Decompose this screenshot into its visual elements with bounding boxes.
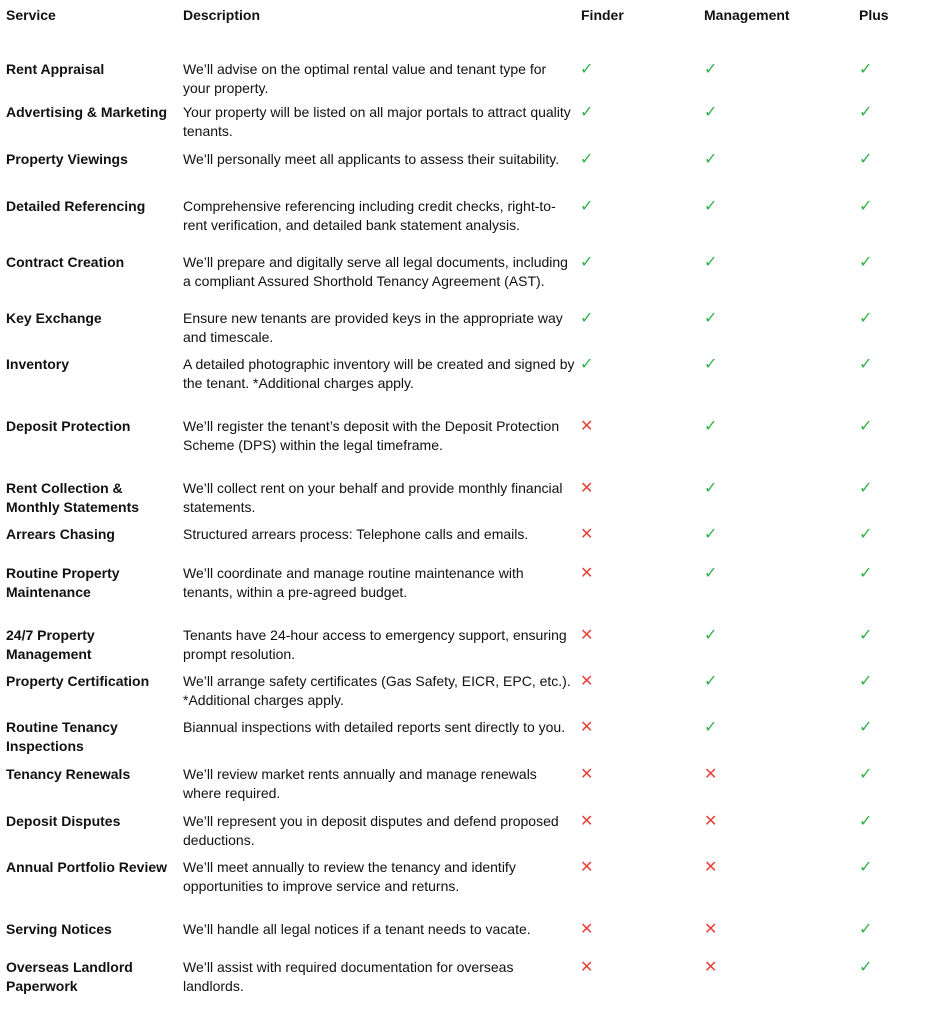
check-icon: ✓	[704, 526, 718, 543]
header-description: Description	[183, 7, 261, 23]
service-name: Property Viewings	[6, 151, 128, 167]
check-icon: ✓	[859, 859, 873, 876]
service-name: Property Certification	[6, 673, 150, 689]
check-icon: ✓	[704, 151, 718, 168]
service-description: We’ll collect rent on your behalf and provide monthly financial statements.	[183, 480, 563, 515]
service-description: We’ll represent you in deposit disputes and defend proposed deductions.	[183, 813, 559, 848]
service-description: We’ll assist with required documentation for overseas landlords.	[183, 959, 514, 994]
check-icon: ✓	[859, 565, 873, 582]
check-icon: ✓	[859, 526, 873, 543]
check-icon: ✓	[580, 104, 594, 121]
check-icon: ✓	[704, 61, 718, 78]
check-icon: ✓	[580, 198, 594, 215]
cross-icon: ✕	[704, 859, 718, 876]
service-name: Routine Property Maintenance	[6, 565, 120, 600]
header-plus: Plus	[859, 7, 889, 23]
check-icon: ✓	[859, 959, 873, 976]
service-description: Tenants have 24-hour access to emergency support, ensuring prompt resolution.	[183, 627, 567, 662]
header-finder: Finder	[581, 7, 624, 23]
check-icon: ✓	[580, 254, 594, 271]
check-icon: ✓	[859, 673, 873, 690]
service-description: We’ll handle all legal notices if a tenant needs to vacate.	[183, 921, 531, 937]
service-description: We’ll advise on the optimal rental value and tenant type for your property.	[183, 61, 547, 96]
check-icon: ✓	[704, 565, 718, 582]
service-name: Arrears Chasing	[6, 526, 115, 542]
check-icon: ✓	[859, 254, 873, 271]
check-icon: ✓	[859, 151, 873, 168]
check-icon: ✓	[580, 61, 594, 78]
service-name: Annual Portfolio Review	[6, 859, 168, 875]
service-description: Biannual inspections with detailed reports sent directly to you.	[183, 719, 566, 735]
cross-icon: ✕	[704, 813, 718, 830]
check-icon: ✓	[859, 480, 873, 497]
service-name: Serving Notices	[6, 921, 112, 937]
service-name: Inventory	[6, 356, 70, 372]
service-description: Structured arrears process: Telephone calls and emails.	[183, 526, 529, 542]
service-description: We’ll prepare and digitally serve all legal documents, including a compliant Assured Shorthold Tenancy Agreement (AST).	[183, 254, 568, 289]
check-icon: ✓	[704, 673, 718, 690]
service-name: Advertising & Marketing	[6, 104, 168, 120]
cross-icon: ✕	[580, 859, 594, 876]
check-icon: ✓	[859, 61, 873, 78]
service-name: 24/7 Property Management	[6, 627, 95, 662]
service-name: Routine Tenancy Inspections	[6, 719, 118, 754]
check-icon: ✓	[859, 627, 873, 644]
cross-icon: ✕	[580, 480, 594, 497]
service-name: Key Exchange	[6, 310, 102, 326]
service-description: We’ll personally meet all applicants to assess their suitability.	[183, 151, 560, 167]
service-description: We’ll arrange safety certificates (Gas Safety, EICR, EPC, etc.). *Additional charges apply.	[183, 673, 571, 708]
service-description: Ensure new tenants are provided keys in the appropriate way and timescale.	[183, 310, 563, 345]
check-icon: ✓	[704, 418, 718, 435]
check-icon: ✓	[704, 480, 718, 497]
check-icon: ✓	[704, 719, 718, 736]
cross-icon: ✕	[580, 921, 594, 938]
check-icon: ✓	[859, 198, 873, 215]
check-icon: ✓	[580, 356, 594, 373]
check-icon: ✓	[859, 719, 873, 736]
cross-icon: ✕	[580, 813, 594, 830]
check-icon: ✓	[704, 356, 718, 373]
service-name: Rent Collection & Monthly Statements	[6, 480, 140, 515]
check-icon: ✓	[580, 310, 594, 327]
check-icon: ✓	[859, 766, 873, 783]
check-icon: ✓	[580, 151, 594, 168]
service-description: We’ll meet annually to review the tenancy and identify opportunities to improve service and returns.	[183, 859, 516, 894]
check-icon: ✓	[859, 356, 873, 373]
cross-icon: ✕	[580, 418, 594, 435]
check-icon: ✓	[859, 104, 873, 121]
service-description: We’ll register the tenant’s deposit with the Deposit Protection Scheme (DPS) within the legal timeframe.	[183, 418, 560, 453]
check-icon: ✓	[859, 418, 873, 435]
header-service: Service	[6, 7, 56, 23]
service-name: Deposit Disputes	[6, 813, 121, 829]
service-name: Tenancy Renewals	[6, 766, 131, 782]
service-description: We’ll review market rents annually and manage renewals where required.	[183, 766, 537, 801]
check-icon: ✓	[859, 310, 873, 327]
cross-icon: ✕	[580, 673, 594, 690]
cross-icon: ✕	[704, 921, 718, 938]
service-description: Comprehensive referencing including credit checks, right-to-rent verification, and detailed bank statement analysis.	[183, 198, 556, 233]
check-icon: ✓	[704, 627, 718, 644]
check-icon: ✓	[704, 310, 718, 327]
service-name: Detailed Referencing	[6, 198, 146, 214]
cross-icon: ✕	[704, 959, 718, 976]
check-icon: ✓	[704, 254, 718, 271]
service-name: Deposit Protection	[6, 418, 131, 434]
header-management: Management	[704, 7, 790, 23]
check-icon: ✓	[859, 813, 873, 830]
service-name: Rent Appraisal	[6, 61, 105, 77]
cross-icon: ✕	[580, 959, 594, 976]
cross-icon: ✕	[580, 719, 594, 736]
service-name: Overseas Landlord Paperwork	[6, 959, 133, 994]
cross-icon: ✕	[704, 766, 718, 783]
service-name: Contract Creation	[6, 254, 125, 270]
service-description: Your property will be listed on all major portals to attract quality tenants.	[183, 104, 571, 139]
cross-icon: ✕	[580, 766, 594, 783]
cross-icon: ✕	[580, 565, 594, 582]
cross-icon: ✕	[580, 627, 594, 644]
cross-icon: ✕	[580, 526, 594, 543]
check-icon: ✓	[704, 104, 718, 121]
service-description: A detailed photographic inventory will be created and signed by the tenant. *Additional charges apply.	[183, 356, 575, 391]
service-description: We’ll coordinate and manage routine maintenance with tenants, within a pre-agreed budget.	[183, 565, 524, 600]
check-icon: ✓	[859, 921, 873, 938]
check-icon: ✓	[704, 198, 718, 215]
